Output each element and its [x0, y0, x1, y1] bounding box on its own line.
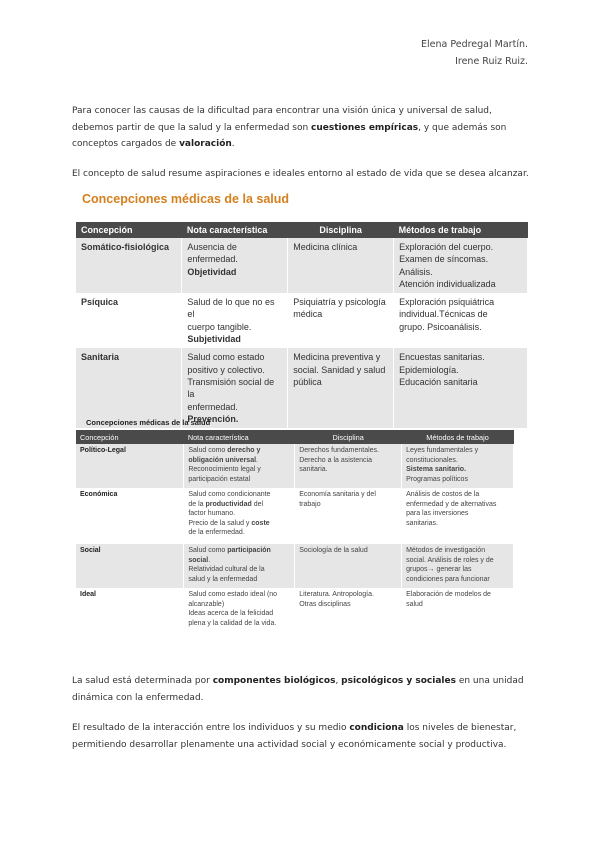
- table-header-cell: Métodos de trabajo: [394, 222, 528, 238]
- authors: [421, 36, 528, 70]
- cell-line: Salud como derecho y: [188, 447, 261, 454]
- cell-line: Reconocimiento legal y: [188, 466, 261, 473]
- concept-cell: [76, 293, 182, 348]
- table-row: [76, 238, 528, 293]
- cell-line: Análisis.: [399, 266, 433, 277]
- cell-line: Psiquiatría y psicología: [293, 297, 386, 308]
- intro-text-1: Para conocer las causas de la dificultad para encontrar una visión única y universal de salud, debemos partir de que la salud y la enfermedad son: [72, 106, 492, 133]
- intro-bold-1: cuestiones empíricas: [311, 122, 419, 133]
- concept-cell: Ideal: [76, 588, 184, 634]
- table-header-cell: Concepción: [76, 222, 182, 238]
- cell-line: Atención individualizada: [399, 278, 496, 289]
- table1-title: Concepciones médicas de la salud: [82, 192, 290, 206]
- concept-cell: Político-Legal: [76, 444, 184, 488]
- components-text-1: La salud está determinada por: [72, 676, 213, 686]
- cell-line: Salud como estado ideal (no: [188, 591, 278, 598]
- cell-line: Ideas acerca de la felicidad: [188, 610, 274, 617]
- table-header-cell: Nota característica: [182, 222, 288, 238]
- cell-line: individual.Técnicas de: [399, 309, 488, 320]
- cell-line: constitucionales.: [406, 456, 458, 464]
- cell-line: Exploración del cuerpo.: [399, 242, 494, 252]
- cell-line: Leyes fundamentales y: [406, 447, 479, 454]
- cell-line: social. Sanidad y salud: [293, 364, 386, 375]
- methods-cell: [402, 444, 514, 488]
- table-header-cell: Concepción: [76, 430, 184, 444]
- cell-line: Sociología de la salud: [299, 547, 368, 554]
- note-cell: [184, 488, 295, 544]
- cell-line: sanitarias.: [406, 519, 438, 527]
- cell-line: Derechos fundamentales.: [299, 447, 379, 454]
- interaction-text-2: los niveles de bienestar, permitiendo desarrollar plenamente una actividad social y económicamente social y productiva.: [72, 723, 517, 750]
- cell-line: enfermedad y de alternativas: [406, 500, 497, 508]
- cell-line: Educación sanitaria: [399, 376, 478, 387]
- cell-line: grupos→ generar las: [406, 566, 472, 573]
- cell-line: Elaboración de modelos de: [406, 591, 491, 598]
- cell-line: Medicina clínica: [293, 242, 358, 252]
- cell-line: Métodos de investigación: [406, 547, 486, 554]
- note-cell: [182, 238, 288, 293]
- cell-line: obligación universal.: [188, 456, 258, 464]
- cell-line: Epidemiología.: [399, 364, 459, 375]
- table-header-cell: Disciplina: [295, 430, 402, 444]
- table2-title: Concepciones médicas de la salud: [86, 418, 211, 427]
- discipline-cell: [288, 348, 394, 428]
- cell-line: Salud como participación: [188, 547, 271, 554]
- author-1: Elena Pedregal Martín.: [421, 39, 528, 50]
- methods-cell: [394, 293, 528, 348]
- cell-line: positivo y colectivo.: [187, 364, 265, 375]
- components-bold-2: psicológicos y sociales: [341, 676, 456, 686]
- cell-line: Economía sanitaria y del: [299, 491, 376, 498]
- table-row: [76, 293, 528, 348]
- methods-cell: [402, 488, 514, 544]
- cell-line: Derecho a la asistencia: [299, 456, 372, 464]
- intro-paragraph: [72, 103, 532, 153]
- intro-bold-2: valoración: [179, 139, 232, 149]
- note-keyword: Objetividad: [187, 266, 237, 277]
- cell-line: salud y la enfermedad: [188, 575, 258, 583]
- cell-line: Medicina preventiva y: [293, 352, 381, 363]
- methods-cell: [402, 544, 514, 588]
- methods-cell: [394, 348, 528, 428]
- cell-line: plena y la calidad de la vida.: [188, 619, 277, 627]
- interaction-text-1: El resultado de la interacción entre los individuos y su medio: [72, 723, 350, 733]
- note-cell: [182, 293, 288, 348]
- cell-line: Transmisión social de la: [187, 376, 275, 400]
- cell-line: Otras disciplinas: [299, 600, 351, 608]
- methods-cell: [394, 238, 528, 293]
- components-text-3: en una unidad dinámica con la enfermedad.: [72, 676, 524, 703]
- cell-line: cuerpo tangible.: [187, 321, 252, 332]
- interaction-paragraph: [72, 720, 532, 753]
- note-keyword: Subjetividad: [187, 334, 241, 345]
- cell-line: de la enfermedad.: [188, 529, 245, 536]
- table-row: [76, 588, 514, 634]
- discipline-cell: [295, 588, 402, 634]
- table-header-cell: Disciplina: [288, 222, 394, 238]
- cell-line: Salud como condicionante: [188, 491, 271, 498]
- table-medical-conceptions-2: [76, 430, 514, 634]
- table-row: [76, 544, 514, 588]
- cell-line: Sistema sanitario.: [406, 466, 467, 473]
- concept-paragraph: El concepto de salud resume aspiraciones e ideales entorno al estado de vida que se desea alcanzar.: [72, 169, 529, 179]
- cell-line: médica: [293, 309, 323, 320]
- concept-label: Sanitaria: [81, 352, 120, 363]
- note-cell: [184, 444, 295, 488]
- cell-line: Precio de la salud y coste: [188, 519, 270, 527]
- note-cell: [184, 588, 295, 634]
- cell-line: enfermedad.: [187, 401, 238, 412]
- cell-line: sanitaria.: [299, 466, 328, 473]
- table-row: [76, 348, 528, 428]
- methods-cell: [402, 588, 514, 634]
- cell-line: pública: [293, 376, 322, 387]
- cell-line: enfermedad.: [187, 254, 238, 265]
- cell-line: Literatura. Antropología.: [299, 591, 374, 598]
- concept-cell: Económica: [76, 488, 184, 544]
- cell-line: Análisis de costos de la: [406, 491, 480, 498]
- table-header-cell: Métodos de trabajo: [402, 430, 514, 444]
- table-medical-conceptions-1: [76, 222, 528, 428]
- note-cell: [182, 348, 288, 428]
- concept-cell: Social: [76, 544, 184, 588]
- discipline-cell: [288, 238, 394, 293]
- cell-line: Encuestas sanitarias.: [399, 352, 485, 363]
- table-header-row: [76, 222, 528, 238]
- cell-line: Programas políticos: [406, 475, 468, 483]
- components-paragraph: [72, 673, 532, 706]
- note-cell: [184, 544, 295, 588]
- cell-line: participación estatal: [188, 475, 251, 483]
- interaction-bold: condiciona: [349, 723, 404, 733]
- cell-line: social.: [188, 556, 211, 564]
- discipline-cell: [288, 293, 394, 348]
- concept-label: Somático-fisiológica: [81, 242, 170, 252]
- cell-line: salud: [406, 600, 423, 608]
- cell-line: factor humano.: [188, 510, 236, 517]
- cell-line: grupo. Psicoanálisis.: [399, 321, 482, 332]
- components-bold-1: componentes biológicos: [212, 676, 336, 686]
- discipline-cell: [295, 488, 402, 544]
- cell-line: alcanzable): [188, 600, 225, 608]
- discipline-cell: [295, 444, 402, 488]
- cell-line: para las inversiones: [406, 510, 469, 517]
- cell-line: de la productividad del: [188, 500, 264, 508]
- cell-line: Ausencia de: [187, 242, 237, 252]
- intro-text-2: , y que además son conceptos cargados de: [72, 122, 507, 149]
- author-2: Irene Ruiz Ruiz.: [455, 56, 528, 67]
- components-text-2: ,: [335, 676, 342, 686]
- cell-line: Salud de lo que no es el: [187, 297, 275, 320]
- concept-cell: [76, 238, 182, 293]
- cell-line: Salud como estado: [187, 352, 265, 363]
- intro-text-3: .: [231, 139, 235, 149]
- cell-line: Relatividad cultural de la: [188, 566, 265, 573]
- cell-line: Exploración psiquiátrica: [399, 297, 495, 308]
- table-header-row: [76, 430, 514, 444]
- note-keyword: Prevención.: [187, 413, 239, 424]
- table-row: [76, 488, 514, 544]
- cell-line: Examen de síncomas.: [399, 254, 489, 265]
- concept-label: Psíquica: [81, 297, 119, 308]
- table-row: [76, 444, 514, 488]
- cell-line: condiciones para funcionar: [406, 575, 490, 583]
- discipline-cell: [295, 544, 402, 588]
- cell-line: trabajo: [299, 500, 321, 508]
- table-header-cell: Nota característica: [184, 430, 295, 444]
- concept-cell: [76, 348, 182, 428]
- cell-line: social. Análisis de roles y de: [406, 556, 494, 564]
